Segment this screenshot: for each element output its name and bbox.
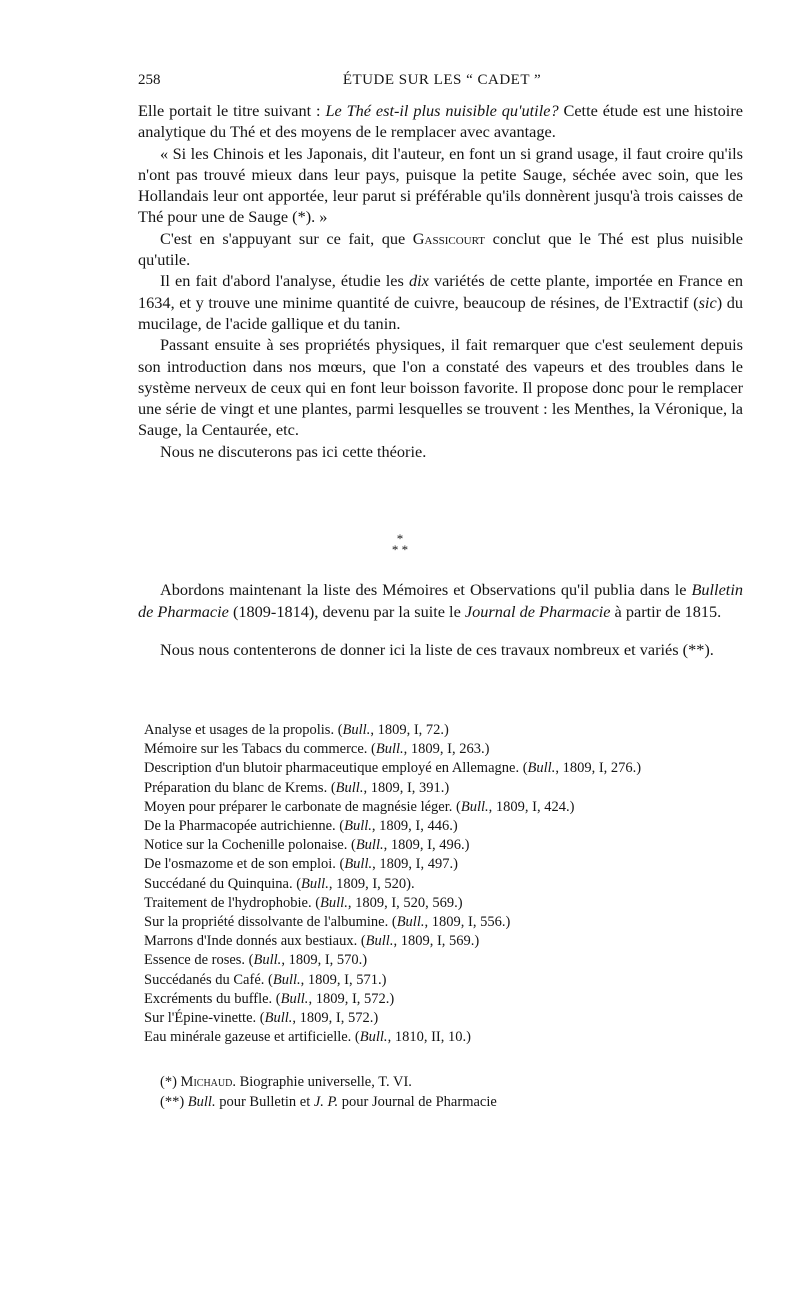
work-list-item bbox=[144, 1009, 784, 1028]
work-list-item bbox=[144, 951, 784, 970]
work-title-italic: Le Thé est-il plus nuisible qu'utile? bbox=[325, 101, 559, 120]
work-title: Eau minérale gazeuse et artificielle. ( bbox=[144, 1029, 360, 1046]
work-journal-abbr: Bull. bbox=[365, 933, 394, 950]
work-citation: , 1809, I, 276.) bbox=[555, 760, 642, 777]
footnote-2 bbox=[160, 1092, 760, 1112]
work-list-item bbox=[144, 817, 784, 836]
work-citation: , 1809, I, 391.) bbox=[363, 779, 450, 796]
work-list-item bbox=[144, 932, 784, 951]
paragraph-text: conclut que le Thé est plus nuisible qu'utile. bbox=[138, 228, 743, 270]
asterism-top: * bbox=[396, 531, 404, 546]
paragraph-quotation: « Si les Chinois et les Japonais, dit l'auteur, en font un si grand usage, il faut croire qu'ils n'ont pas trouvé mieux dans leur pays, puisque la petite Sauge, séchée avec soin, que les Hollandais leur ont apportée, leur parut si préférable qu'ils donnèrent jusqu'à trois caisses de Thé pour une de Sauge (*). » bbox=[138, 143, 743, 227]
paragraph-title-reference bbox=[138, 100, 743, 143]
work-citation: , 1809, I, 496.) bbox=[383, 837, 470, 854]
running-header bbox=[138, 72, 746, 94]
work-list-item bbox=[144, 798, 784, 817]
work-journal-abbr: Bull. bbox=[396, 914, 425, 931]
work-journal-abbr: Bull. bbox=[272, 971, 301, 988]
work-citation: , 1809, I, 520, 569.) bbox=[347, 894, 463, 911]
footnote-text: pour Bulletin et bbox=[215, 1094, 314, 1110]
work-journal-abbr: Bull. bbox=[320, 894, 348, 911]
work-list-item bbox=[144, 721, 784, 740]
work-title: Traitement de l'hydrophobie. ( bbox=[144, 894, 321, 911]
paragraph-text: à partir de 1815. bbox=[610, 601, 722, 621]
footnote-mark: (*) bbox=[160, 1074, 181, 1090]
work-citation: , 1809, I, 72.) bbox=[370, 722, 449, 738]
footnote-author: Michaud bbox=[180, 1074, 233, 1090]
work-citation: , 1809, I, 520). bbox=[328, 875, 415, 892]
work-journal-abbr: Bull. bbox=[253, 952, 282, 969]
work-title: Moyen pour préparer le carbonate de magnésie léger. ( bbox=[144, 798, 461, 815]
work-title: Marrons d'Inde donnés aux bestiaux. ( bbox=[144, 933, 366, 950]
work-citation: , 1809, I, 556.) bbox=[424, 914, 511, 931]
paragraph-analysis bbox=[138, 270, 743, 334]
footnote-abbreviation: J. P. bbox=[313, 1094, 339, 1110]
work-journal-abbr: Bull. bbox=[280, 990, 309, 1007]
work-citation: , 1809, I, 572.) bbox=[308, 990, 395, 1007]
work-list-item bbox=[144, 855, 784, 874]
work-title: De la Pharmacopée autrichienne. ( bbox=[144, 818, 345, 835]
paragraph-conclusion bbox=[138, 228, 743, 271]
paragraph-memoirs bbox=[138, 579, 743, 622]
journal-title-italic: Bulletin de Pharmacie bbox=[138, 580, 743, 621]
main-text bbox=[138, 100, 743, 462]
sic-italic: sic bbox=[698, 292, 717, 312]
work-list-item bbox=[144, 779, 784, 798]
work-title: De l'osmazome et de son emploi. ( bbox=[144, 856, 345, 873]
asterism-bottom: * * bbox=[391, 542, 409, 557]
work-list-item bbox=[144, 740, 784, 759]
works-introduction bbox=[138, 579, 743, 661]
journal-title-italic: Journal de Pharmacie bbox=[464, 601, 611, 621]
work-citation: , 1809, I, 572.) bbox=[292, 1010, 379, 1027]
footnote-mark: (**) bbox=[160, 1094, 188, 1110]
paragraph-text: Il en fait d'abord l'analyse, étudie les bbox=[160, 271, 409, 291]
work-journal-abbr: Bull. bbox=[264, 1010, 293, 1027]
works-list bbox=[144, 721, 784, 1047]
paragraph-text: Cette étude est une histoire analytique du Thé et des moyens de le remplacer avec avantage. bbox=[138, 101, 743, 142]
work-citation: , 1809, I, 263.) bbox=[403, 741, 490, 758]
page-number: 258 bbox=[138, 72, 161, 88]
footnote-abbreviation: Bull. bbox=[187, 1094, 216, 1110]
paragraph-text: (1809-1814), devenu par la suite le bbox=[228, 601, 465, 621]
paragraph-text: ) du mucilage, de l'acide gallique et du tanin. bbox=[138, 292, 743, 333]
work-citation: , 1809, I, 446.) bbox=[371, 818, 458, 835]
author-name: Gassicourt bbox=[412, 228, 486, 248]
work-journal-abbr: Bull. bbox=[342, 722, 371, 738]
work-list-item bbox=[144, 990, 784, 1009]
work-journal-abbr: Bull. bbox=[460, 798, 489, 815]
work-title: Préparation du blanc de Krems. ( bbox=[144, 779, 336, 796]
paragraph-theory: Nous ne discuterons pas ici cette théorie. bbox=[160, 441, 427, 461]
work-title: Sur l'Épine-vinette. ( bbox=[144, 1010, 265, 1027]
work-citation: , 1809, I, 569.) bbox=[393, 933, 480, 950]
work-list-item bbox=[144, 971, 784, 990]
footnote-text: pour Journal de Pharmacie bbox=[338, 1094, 497, 1110]
footnote-text: . Biographie universelle, T. VI. bbox=[232, 1074, 412, 1090]
work-title: Essence de roses. ( bbox=[144, 952, 254, 969]
work-list-item bbox=[144, 1028, 784, 1047]
work-list-item bbox=[144, 875, 784, 894]
work-title: Sur la propriété dissolvante de l'albumine. ( bbox=[144, 914, 397, 931]
paragraph-text: C'est en s'appuyant sur ce fait, que bbox=[160, 228, 413, 248]
work-title: Mémoire sur les Tabacs du commerce. ( bbox=[144, 741, 376, 758]
work-list-item bbox=[144, 759, 784, 778]
work-title: Notice sur la Cochenille polonaise. ( bbox=[144, 837, 356, 854]
work-citation: , 1809, I, 571.) bbox=[300, 971, 387, 988]
work-journal-abbr: Bull. bbox=[355, 837, 384, 854]
paragraph-properties: Passant ensuite à ses propriétés physiques, il fait remarquer que c'est seulement depuis son introduction dans nos mœurs, que l'on a constaté des vapeurs et des troubles dans le système nerveux de ceux qui en font leur boisson favorite. Il propose donc pour le remplacer une série de vingt et une plantes, parmi lesquelles se trouvent : les Menthes, la Véronique, la Sauge, la Centaurée, etc. bbox=[138, 335, 743, 440]
paragraph-text: Elle portait le titre suivant : bbox=[138, 101, 326, 120]
running-title: ÉTUDE SUR LES “ CADET ” bbox=[342, 72, 542, 88]
work-citation: , 1809, I, 497.) bbox=[372, 856, 458, 873]
work-list-item bbox=[144, 894, 784, 913]
work-title: Succédanés du Café. ( bbox=[144, 971, 273, 988]
work-title: Analyse et usages de la propolis. ( bbox=[144, 722, 343, 738]
work-journal-abbr: Bull. bbox=[344, 818, 372, 835]
paragraph-text: variétés de cette plante, importée en France en 1634, et y trouve une minime quantité de cuivre, beaucoup de résines, de l'Extractif ( bbox=[138, 271, 744, 312]
work-list-item bbox=[144, 913, 784, 932]
work-title: Description d'un blutoir pharmaceutique employé en Allemagne. ( bbox=[144, 760, 528, 777]
work-journal-abbr: Bull. bbox=[335, 779, 364, 796]
work-citation: , 1809, I, 570.) bbox=[281, 952, 368, 969]
work-journal-abbr: Bull. bbox=[527, 760, 556, 777]
work-title: Succédané du Quinquina. ( bbox=[144, 875, 302, 892]
work-journal-abbr: Bull. bbox=[301, 875, 329, 892]
asterism-divider bbox=[0, 533, 800, 563]
work-journal-abbr: Bull. bbox=[359, 1029, 388, 1046]
work-citation: , 1810, II, 10.) bbox=[387, 1029, 471, 1046]
emphasis-italic: dix bbox=[408, 271, 429, 291]
work-citation: , 1809, I, 424.) bbox=[488, 798, 575, 815]
work-journal-abbr: Bull. bbox=[375, 741, 404, 758]
work-journal-abbr: Bull. bbox=[344, 856, 373, 873]
footnote-1 bbox=[160, 1072, 760, 1092]
work-list-item bbox=[144, 836, 784, 855]
paragraph-text: Abordons maintenant la liste des Mémoires et Observations qu'il publia dans le bbox=[160, 580, 692, 599]
work-title: Excréments du buffle. ( bbox=[144, 990, 281, 1007]
paragraph-list-intro: Nous nous contenterons de donner ici la liste de ces travaux nombreux et variés (**). bbox=[160, 640, 714, 659]
footnotes bbox=[160, 1072, 760, 1112]
